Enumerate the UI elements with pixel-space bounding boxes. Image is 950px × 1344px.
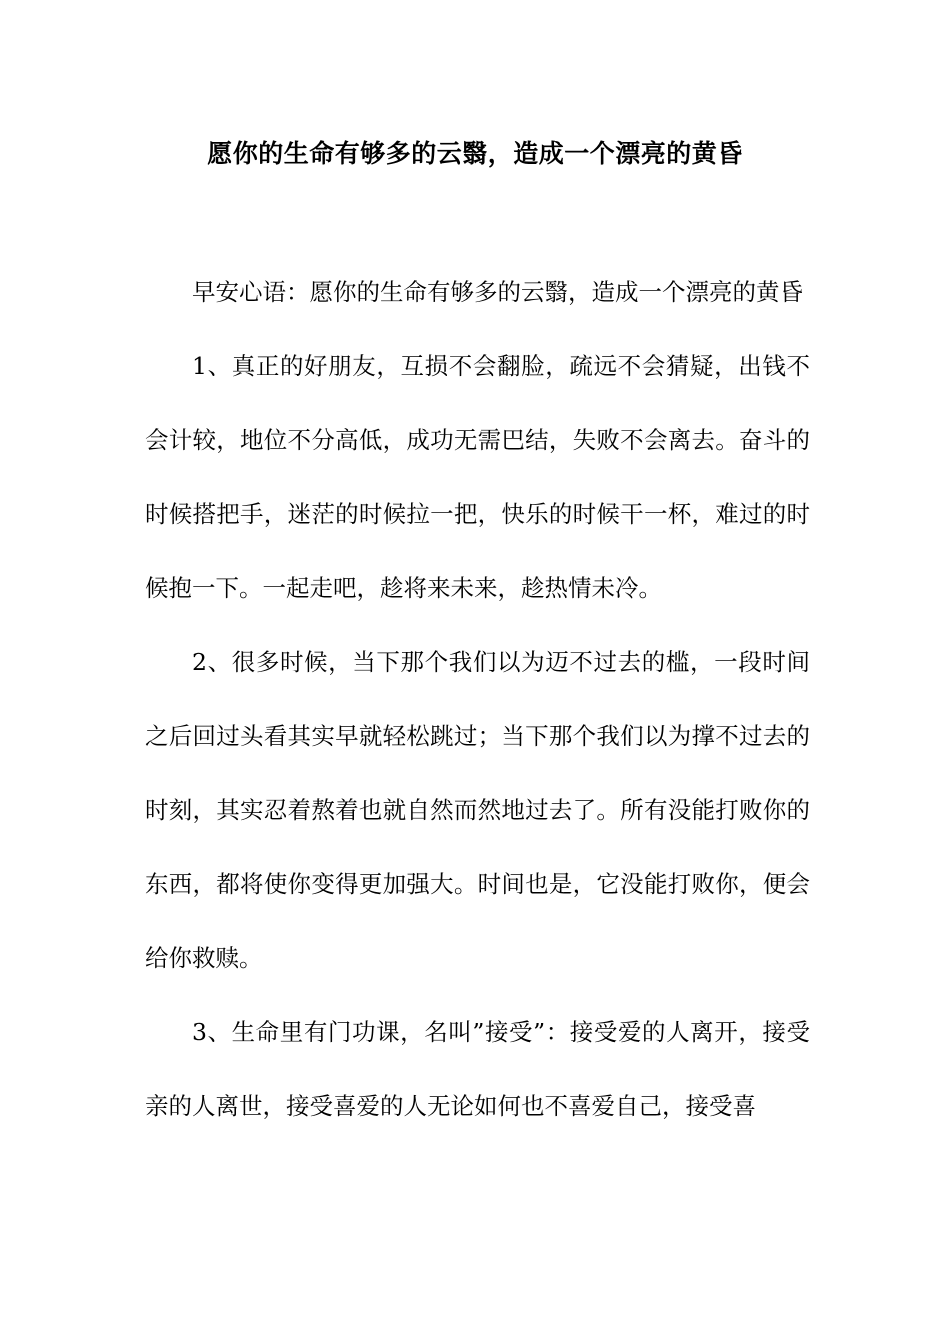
paragraph-1: 1、真正的好朋友，互损不会翻脸，疏远不会猜疑，出钱不会计较，地位不分高低，成功无需巴结，失败不会离去。奋斗的时候搭把手，迷茫的时候拉一把，快乐的时候干一杯，难过的时候抱一下。一起走吧，趁将来未来，趁热情未冷。 bbox=[145, 352, 810, 602]
document-title: 愿你的生命有够多的云翳，造成一个漂亮的黄昏 bbox=[207, 139, 743, 168]
paragraph-2: 2、很多时候，当下那个我们以为迈不过去的槛，一段时间之后回过头看其实早就轻松跳过；当下那个我们以为撑不过去的时刻，其实忍着熬着也就自然而然地过去了。所有没能打败你的东西，都将使你变得更加强大。时间也是，它没能打败你，便会给你救赎。 bbox=[145, 648, 810, 972]
paragraph-3: 3、生命里有门功课，名叫”接受”：接受爱的人离开，接受亲的人离世，接受喜爱的人无论如何也不喜爱自己，接受喜 bbox=[145, 1018, 810, 1120]
document-body bbox=[145, 255, 810, 1143]
paragraph-intro: 早安心语：愿你的生命有够多的云翳，造成一个漂亮的黄昏 bbox=[192, 278, 803, 306]
